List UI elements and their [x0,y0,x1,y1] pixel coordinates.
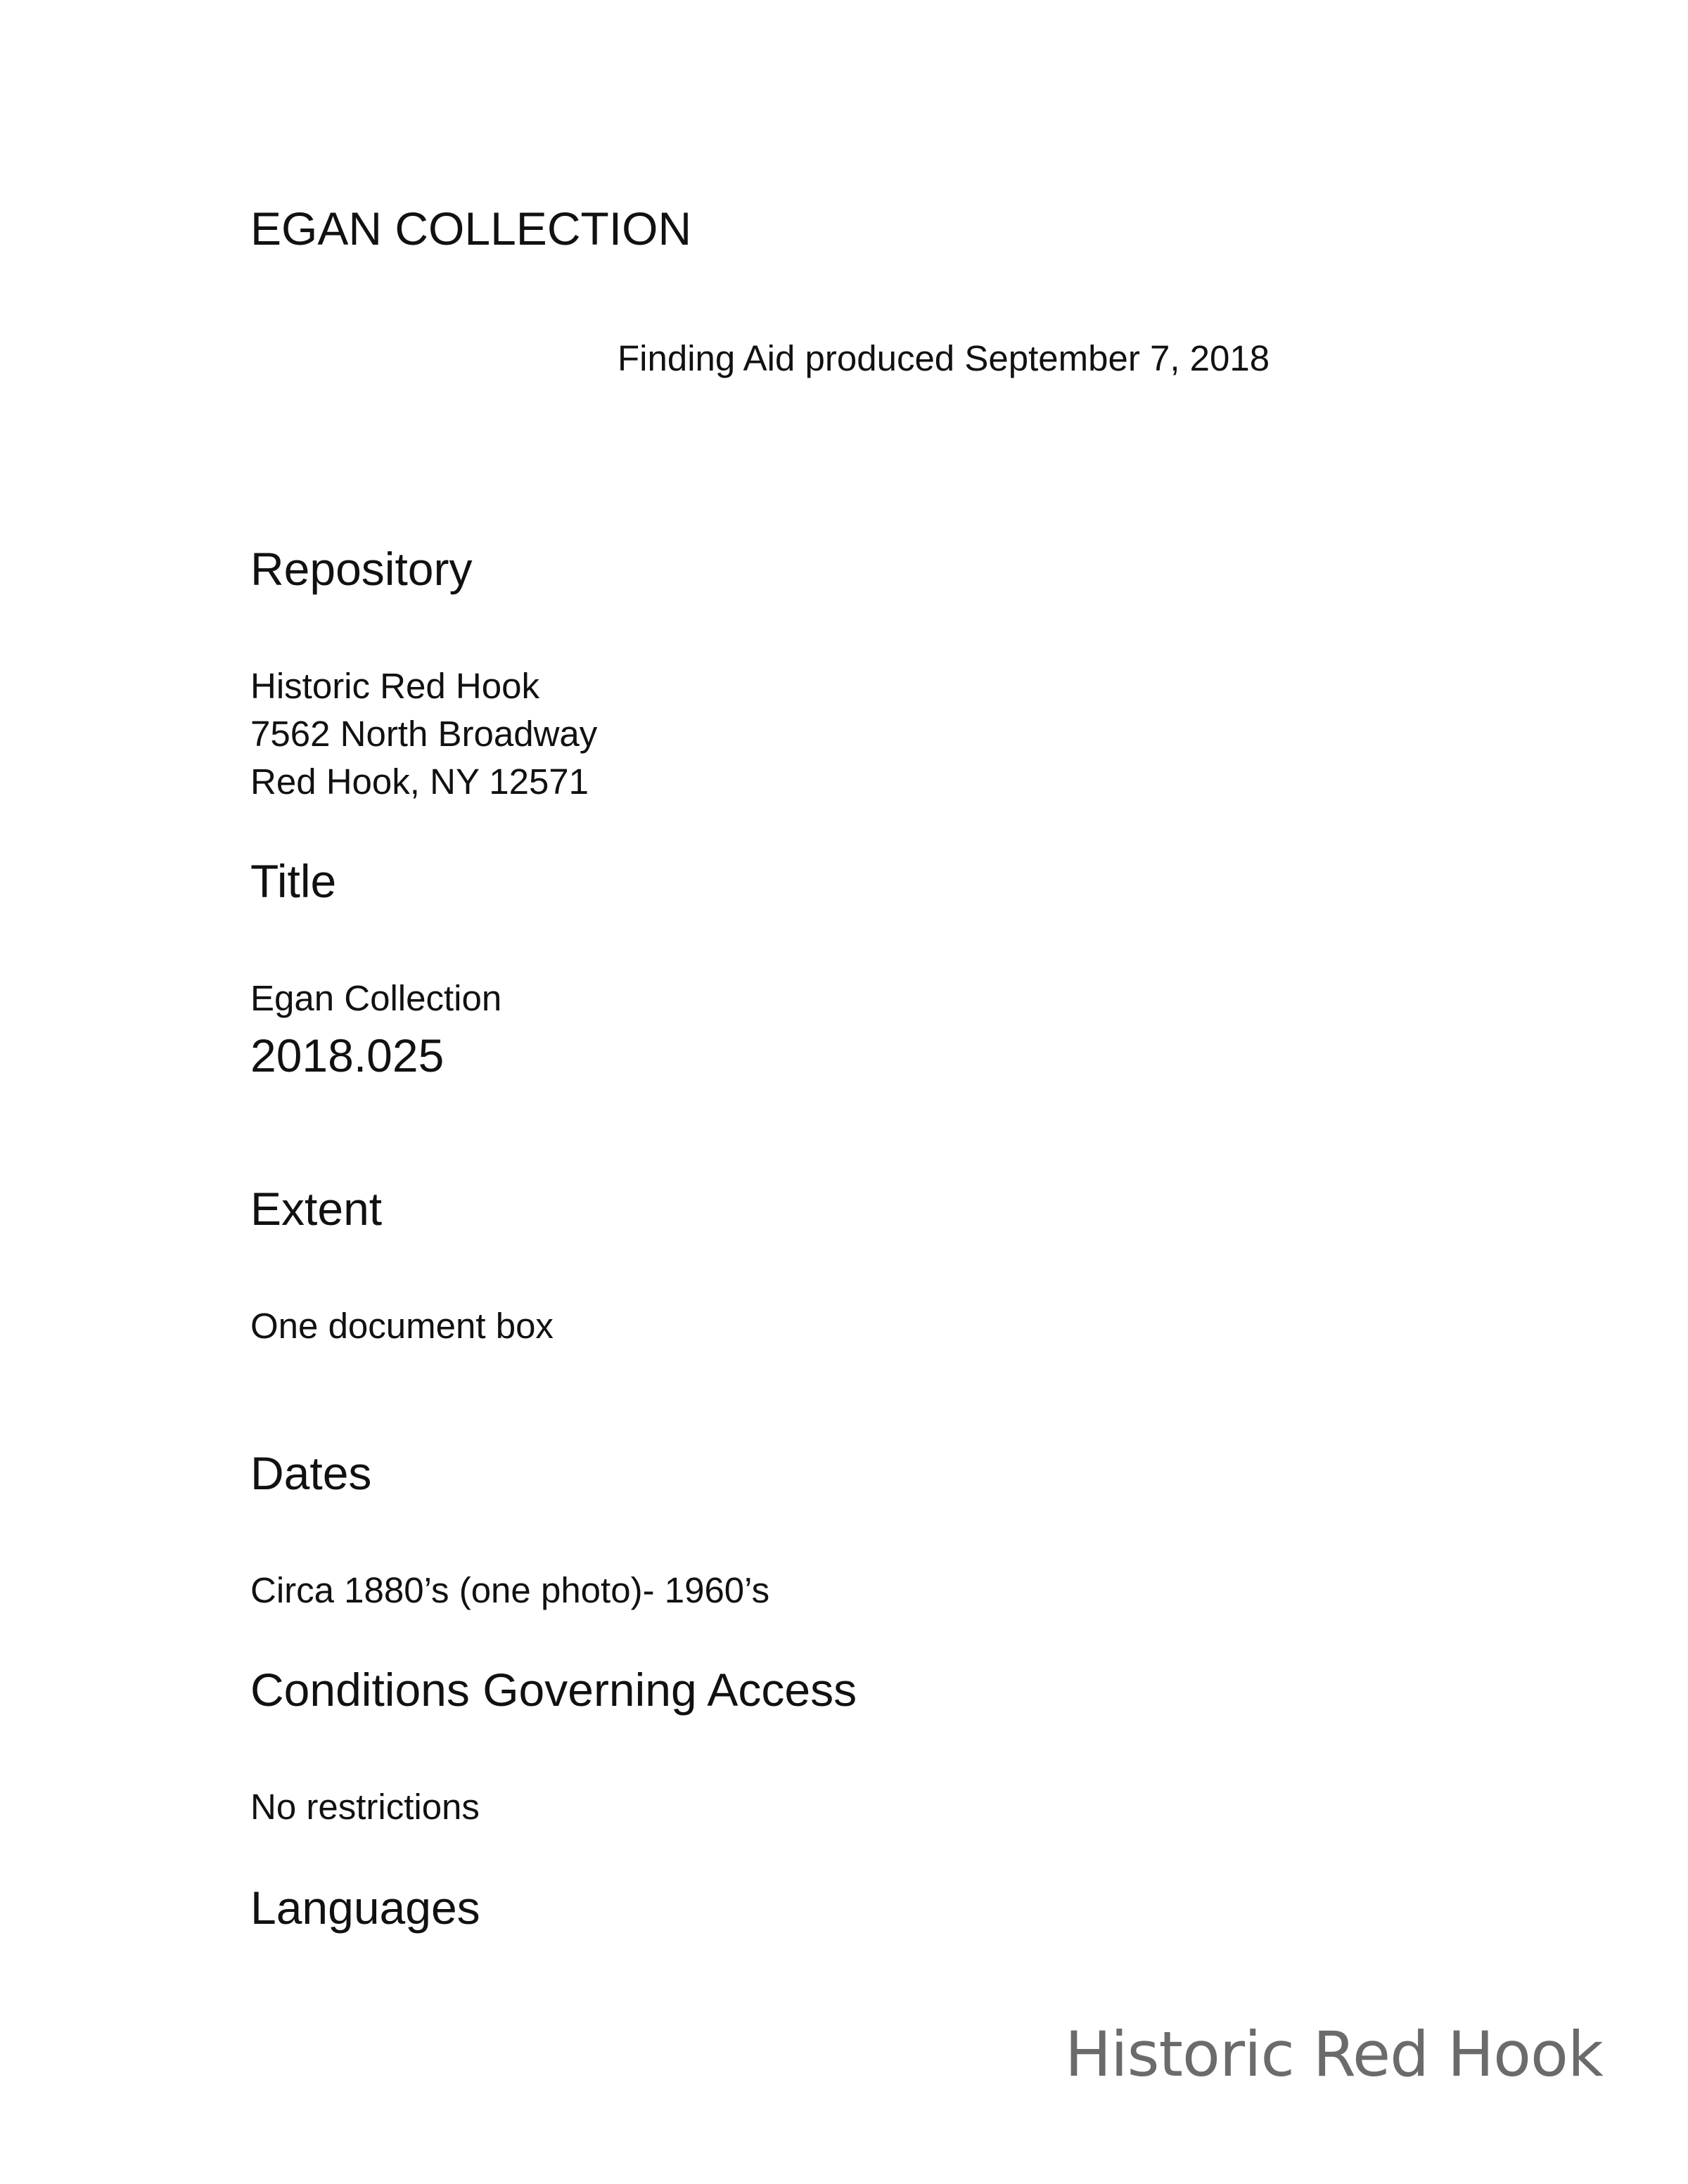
collection-name: Egan Collection [250,978,502,1018]
accession-number: 2018.025 [250,1029,445,1081]
access-heading: Conditions Governing Access [250,1664,857,1716]
repository-line-2: 7562 North Broadway [250,714,598,754]
footer-brand: Historic Red Hook [1065,2018,1603,2090]
dates-value: Circa 1880’s (one photo)- 1960’s [250,1570,770,1610]
production-date: Finding Aid produced September 7, 2018 [618,338,1270,378]
title-heading: Title [250,855,337,907]
dates-heading: Dates [250,1447,372,1499]
repository-heading: Repository [250,543,473,595]
repository-line-1: Historic Red Hook [250,666,539,706]
extent-heading: Extent [250,1183,383,1235]
repository-line-3: Red Hook, NY 12571 [250,762,589,802]
languages-heading: Languages [250,1882,480,1934]
access-value: No restrictions [250,1787,480,1827]
extent-value: One document box [250,1306,554,1346]
document-title: EGAN COLLECTION [250,203,692,255]
